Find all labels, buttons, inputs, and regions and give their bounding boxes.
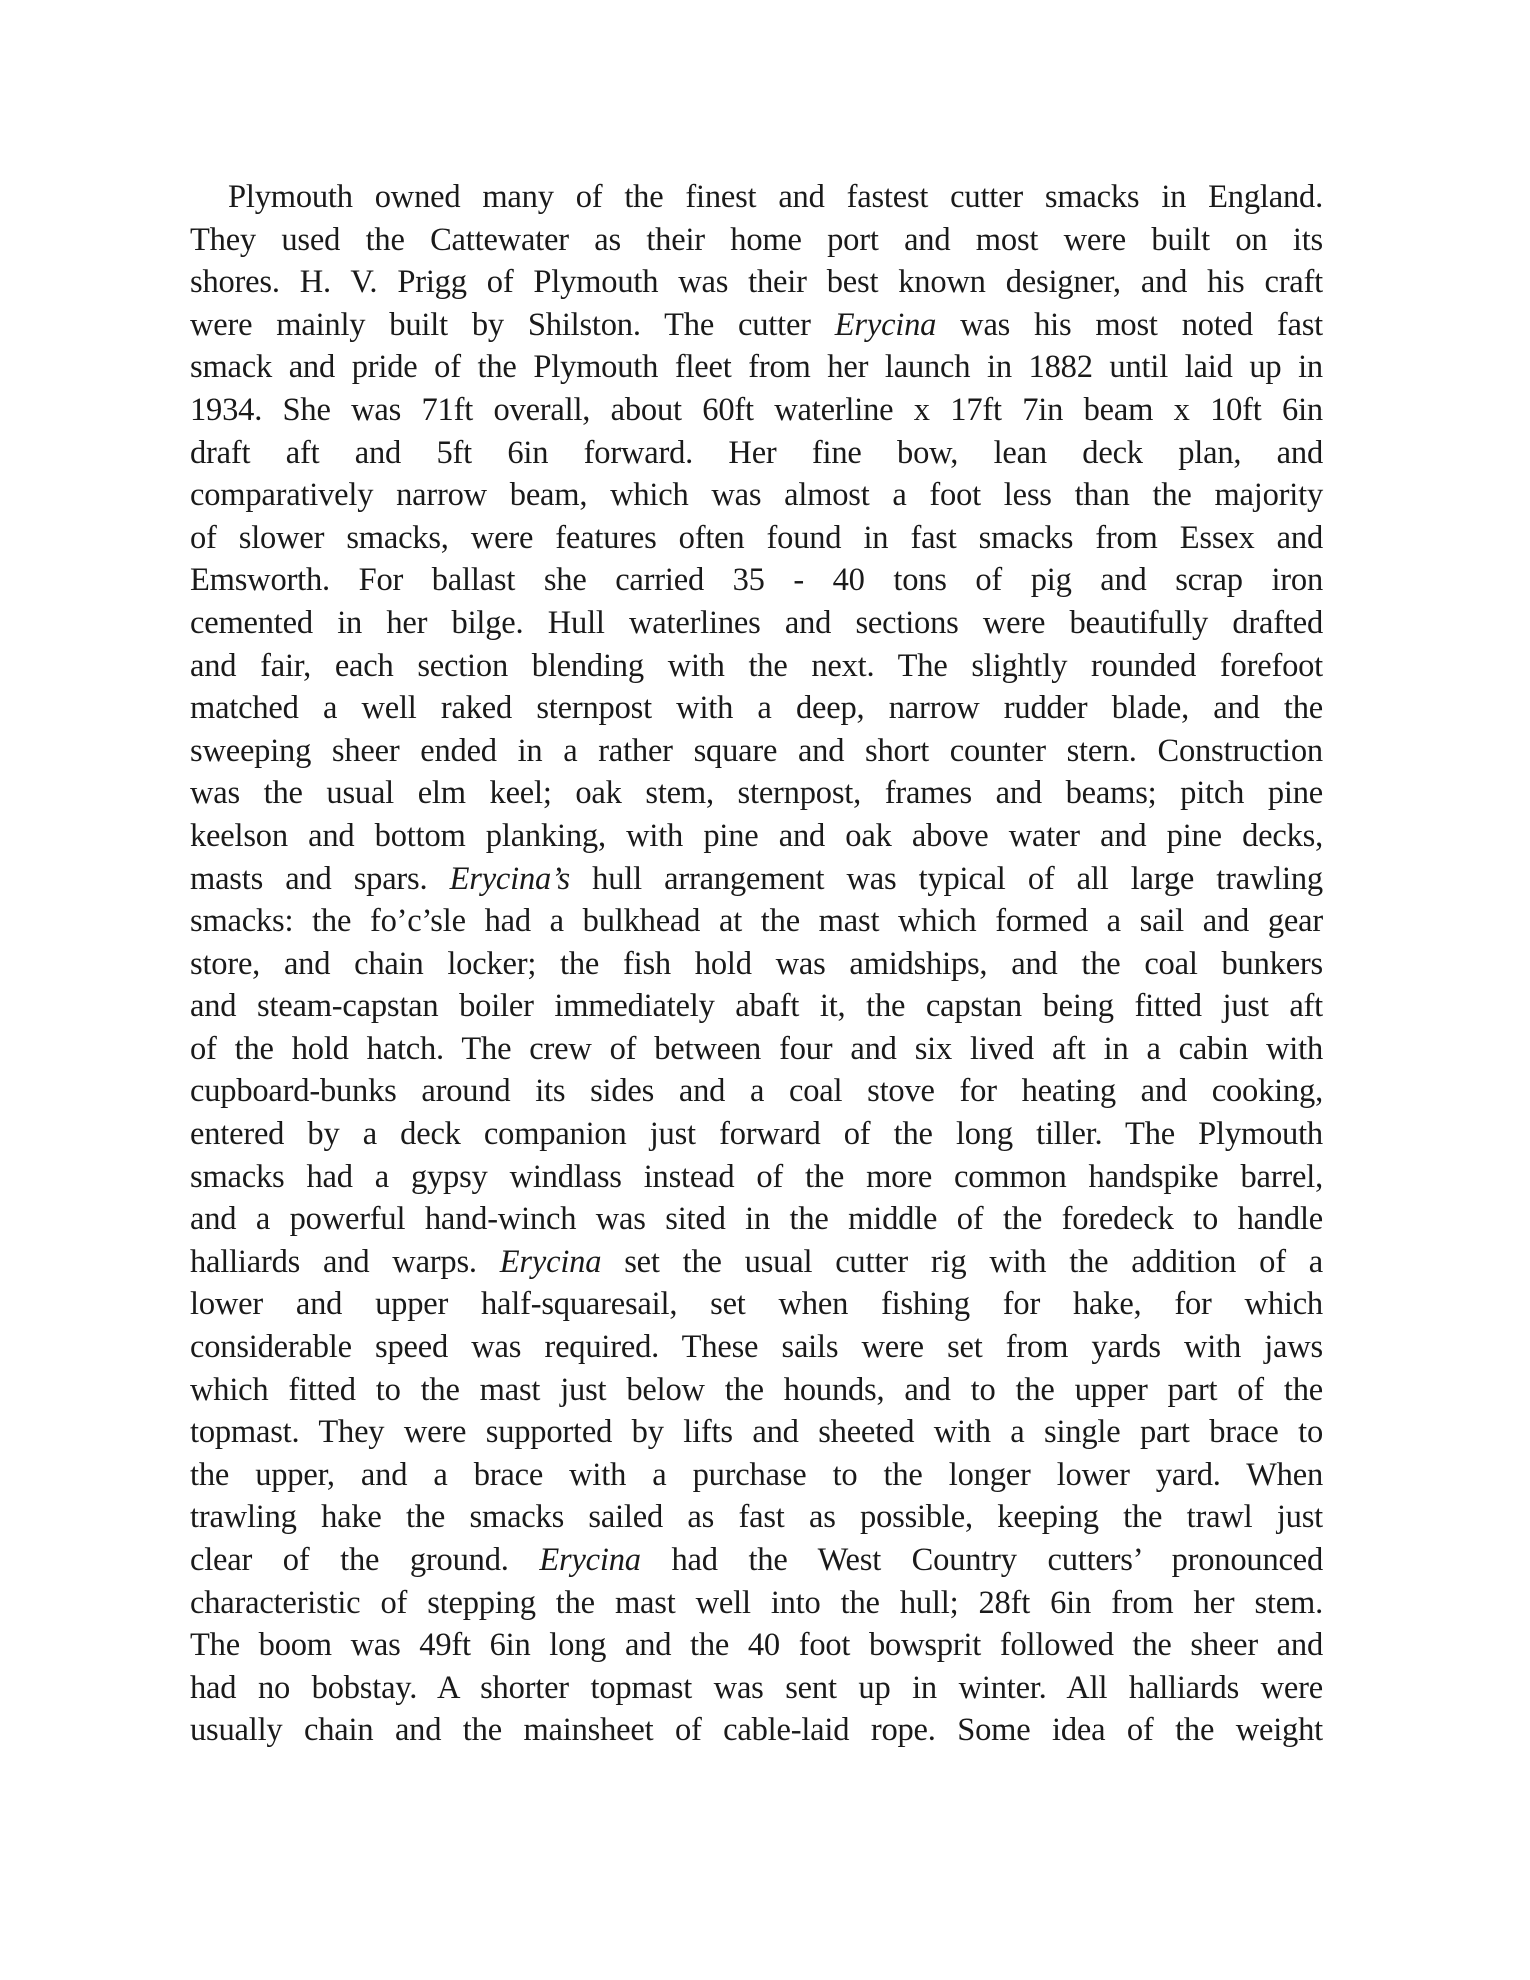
text-segment: were mainly built by Shilston. The cutter bbox=[190, 306, 835, 343]
text-segment: shores. H. V. Prigg of Plymouth was their best known designer, and his craft bbox=[190, 264, 1323, 301]
text-segment: 1934. She was 71ft overall, about 60ft waterline x 17ft 7in beam x 10ft 6in bbox=[190, 391, 1323, 428]
text-segment: The boom was 49ft 6in long and the 40 foot bowsprit followed the sheer and bbox=[190, 1627, 1323, 1664]
text-segment: matched a well raked sternpost with a deep, narrow rudder blade, and the bbox=[190, 690, 1323, 727]
text-segment: halliards and warps. bbox=[190, 1243, 500, 1280]
text-segment: had no bobstay. A shorter topmast was sent up in winter. All halliards were bbox=[190, 1669, 1323, 1706]
text-line bbox=[190, 1028, 1323, 1071]
text-segment: comparatively narrow beam, which was almost a foot less than the majority bbox=[190, 477, 1323, 514]
text-line bbox=[190, 219, 1323, 262]
text-line bbox=[190, 858, 1323, 901]
text-segment: hull arrangement was typical of all large trawling bbox=[569, 860, 1323, 897]
text-segment: Emsworth. For ballast she carried 35 - 40 tons of pig and scrap iron bbox=[190, 562, 1323, 599]
text-line bbox=[190, 1709, 1323, 1752]
text-line bbox=[190, 645, 1323, 688]
text-segment: was the usual elm keel; oak stem, sternpost, frames and beams; pitch pine bbox=[190, 775, 1323, 812]
text-line bbox=[190, 1283, 1323, 1326]
text-line bbox=[190, 687, 1323, 730]
page-body-text bbox=[190, 176, 1323, 1752]
text-segment: of slower smacks, were features often found in fast smacks from Essex and bbox=[190, 519, 1323, 556]
text-segment: characteristic of stepping the mast well into the hull; 28ft 6in from her stem. bbox=[190, 1584, 1323, 1621]
text-line bbox=[190, 432, 1323, 475]
text-segment: sweeping sheer ended in a rather square and short counter stern. Construction bbox=[190, 732, 1323, 769]
text-segment: was his most noted fast bbox=[936, 306, 1323, 343]
text-line bbox=[190, 389, 1323, 432]
italic-text-segment: Erycina bbox=[499, 1243, 602, 1280]
text-line bbox=[190, 985, 1323, 1028]
text-segment: the upper, and a brace with a purchase to the longer lower yard. When bbox=[190, 1456, 1323, 1493]
text-segment: They used the Cattewater as their home port and most were built on its bbox=[190, 221, 1323, 258]
text-line bbox=[190, 1624, 1323, 1667]
text-line bbox=[190, 815, 1323, 858]
text-line bbox=[190, 1496, 1323, 1539]
text-line bbox=[190, 900, 1323, 943]
text-line bbox=[190, 517, 1323, 560]
text-segment: masts and spars. bbox=[190, 860, 450, 897]
text-segment: smacks: the fo’c’sle had a bulkhead at the mast which formed a sail and gear bbox=[190, 903, 1323, 940]
text-segment: clear of the ground. bbox=[190, 1542, 540, 1578]
text-line bbox=[190, 1369, 1323, 1412]
text-line bbox=[190, 772, 1323, 815]
text-line bbox=[190, 730, 1323, 773]
text-segment: of the hold hatch. The crew of between four and six lived aft in a cabin with bbox=[190, 1030, 1323, 1067]
text-segment: had the West Country cutters’ pronounced bbox=[640, 1542, 1323, 1578]
text-line bbox=[190, 1454, 1323, 1497]
text-line bbox=[190, 943, 1323, 986]
italic-text-segment: Erycina bbox=[539, 1542, 641, 1578]
text-segment: Plymouth owned many of the finest and fastest cutter smacks in England. bbox=[228, 179, 1323, 215]
text-segment: cemented in her bilge. Hull waterlines and sections were beautifully drafted bbox=[190, 604, 1323, 641]
text-segment: and fair, each section blending with the next. The slightly rounded forefoot bbox=[190, 647, 1323, 684]
text-segment: which fitted to the mast just below the hounds, and to the upper part of the bbox=[190, 1371, 1323, 1408]
text-line bbox=[190, 1539, 1323, 1582]
text-line bbox=[190, 304, 1323, 347]
text-line bbox=[190, 1070, 1323, 1113]
text-line bbox=[190, 1582, 1323, 1625]
text-segment: and a powerful hand-winch was sited in the middle of the foredeck to handle bbox=[190, 1201, 1323, 1238]
text-line bbox=[190, 1198, 1323, 1241]
text-line bbox=[190, 602, 1323, 645]
text-segment: store, and chain locker; the fish hold was amidships, and the coal bunkers bbox=[190, 945, 1323, 982]
text-line bbox=[190, 261, 1323, 304]
text-segment: and steam-capstan boiler immediately abaft it, the capstan being fitted just aft bbox=[190, 988, 1323, 1025]
text-line bbox=[190, 1113, 1323, 1156]
text-segment: topmast. They were supported by lifts and sheeted with a single part brace to bbox=[190, 1414, 1323, 1451]
text-segment: keelson and bottom planking, with pine and oak above water and pine decks, bbox=[190, 817, 1323, 854]
text-segment: smacks had a gypsy windlass instead of the more common handspike barrel, bbox=[190, 1158, 1323, 1195]
text-segment: set the usual cutter rig with the addition of a bbox=[601, 1243, 1323, 1280]
text-line bbox=[190, 1667, 1323, 1710]
text-segment: usually chain and the mainsheet of cable-laid rope. Some idea of the weight bbox=[190, 1712, 1323, 1749]
text-line bbox=[190, 346, 1323, 389]
text-line bbox=[190, 474, 1323, 517]
text-segment: considerable speed was required. These sails were set from yards with jaws bbox=[190, 1329, 1323, 1366]
text-line bbox=[190, 1241, 1323, 1284]
text-segment: cupboard-bunks around its sides and a coal stove for heating and cooking, bbox=[190, 1073, 1323, 1110]
text-segment: lower and upper half-squaresail, set when fishing for hake, for which bbox=[190, 1286, 1323, 1323]
italic-text-segment: Erycina’s bbox=[449, 860, 570, 897]
text-segment: draft aft and 5ft 6in forward. Her fine bow, lean deck plan, and bbox=[190, 434, 1323, 471]
text-segment: entered by a deck companion just forward of the long tiller. The Plymouth bbox=[190, 1116, 1323, 1153]
italic-text-segment: Erycina bbox=[834, 306, 937, 343]
text-line bbox=[190, 176, 1323, 219]
text-line bbox=[190, 559, 1323, 602]
text-segment: trawling hake the smacks sailed as fast as possible, keeping the trawl just bbox=[190, 1499, 1323, 1536]
text-segment: smack and pride of the Plymouth fleet from her launch in 1882 until laid up in bbox=[190, 349, 1323, 386]
text-line bbox=[190, 1156, 1323, 1199]
text-line bbox=[190, 1411, 1323, 1454]
text-line bbox=[190, 1326, 1323, 1369]
